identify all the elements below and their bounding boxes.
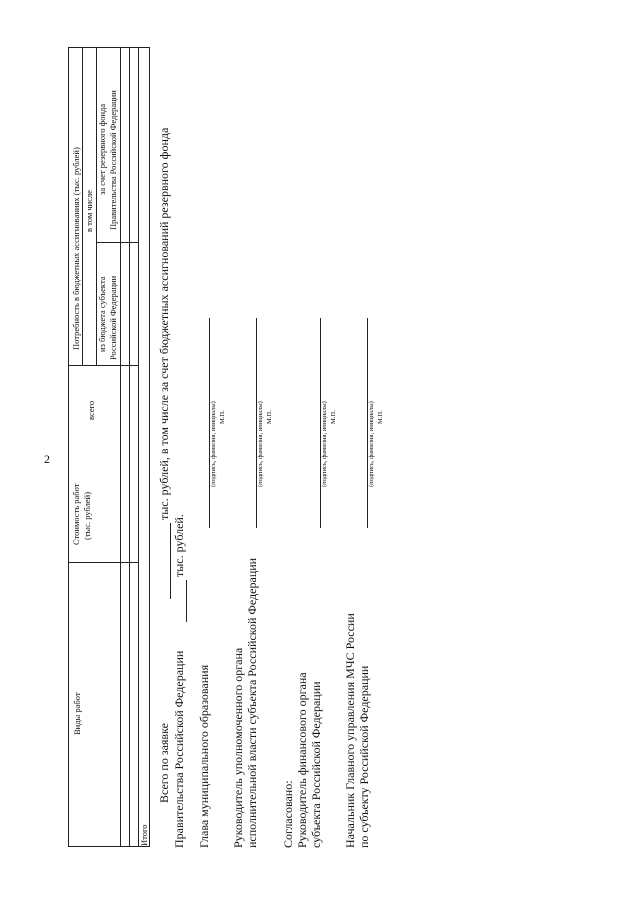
header-fund-2: Правительства Российской Федерации	[108, 90, 118, 230]
total-amount-blank	[170, 523, 171, 599]
finance-body-line2: субъекта Российской Федерации	[309, 681, 323, 848]
agreed-label: Согласовано:	[281, 780, 295, 848]
header-including: в том числе	[84, 190, 94, 232]
authorized-body-line2: исполнительной власти субъекта Российской Федерации	[245, 557, 259, 848]
table-row-divider	[129, 47, 130, 847]
authorized-body-line1: Руководитель уполномоченного органа	[231, 647, 245, 848]
stamp-label-mchs: М.П.	[377, 410, 384, 424]
table-row-divider	[120, 47, 121, 847]
stamp-label-authorized: М.П.	[266, 410, 273, 424]
header-cost: Стоимость работ	[71, 483, 81, 545]
total-request-text: тыс. рублей, в том числе за счет бюджетных ассигнований резервного фонда	[157, 127, 171, 520]
table-row-divider	[82, 47, 83, 365]
page-number: 2	[44, 452, 50, 466]
mchs-head-line2: по субъекту Российской Федерации	[357, 665, 371, 848]
signature-caption-authorized: (подпись, фамилия, инициалы)	[257, 401, 264, 487]
fund-amount-blank	[186, 580, 187, 622]
stamp-label-municipal: М.П.	[219, 410, 226, 424]
header-types-of-work: Виды работ	[72, 692, 82, 735]
header-cost-unit: (тыс. рублей)	[82, 491, 92, 540]
signature-caption-finance: (подпись, фамилия, инициалы)	[321, 401, 328, 487]
header-total: всего	[86, 400, 96, 420]
table-col-divider	[96, 242, 138, 243]
header-subject: из бюджета субъекта	[97, 276, 107, 352]
header-fund: за счет резервного фонда	[97, 103, 107, 195]
finance-body-line1: Руководитель финансового органа	[295, 672, 309, 848]
head-municipal: Глава муниципального образования	[197, 664, 211, 848]
fund-unit: тыс. рублей.	[172, 514, 186, 577]
row-total: Итого	[139, 824, 149, 846]
header-subject-2: Российской Федерации	[108, 275, 118, 360]
header-need: Потребность в бюджетных ассигнованиях (тыс. рублей)	[71, 147, 81, 350]
table-col-divider	[68, 562, 138, 563]
table-row-divider	[138, 47, 139, 847]
signature-caption-mchs: (подпись, фамилия, инициалы)	[368, 401, 375, 487]
signature-caption-municipal: (подпись, фамилия, инициалы)	[210, 401, 217, 487]
stamp-label-finance: М.П.	[330, 410, 337, 424]
mchs-head-line1: Начальник Главного управления МЧС России	[343, 613, 357, 848]
total-request-label: Всего по заявке	[157, 723, 171, 803]
fund-label: Правительства Российской Федерации	[172, 650, 186, 848]
table-col-divider	[68, 365, 138, 366]
